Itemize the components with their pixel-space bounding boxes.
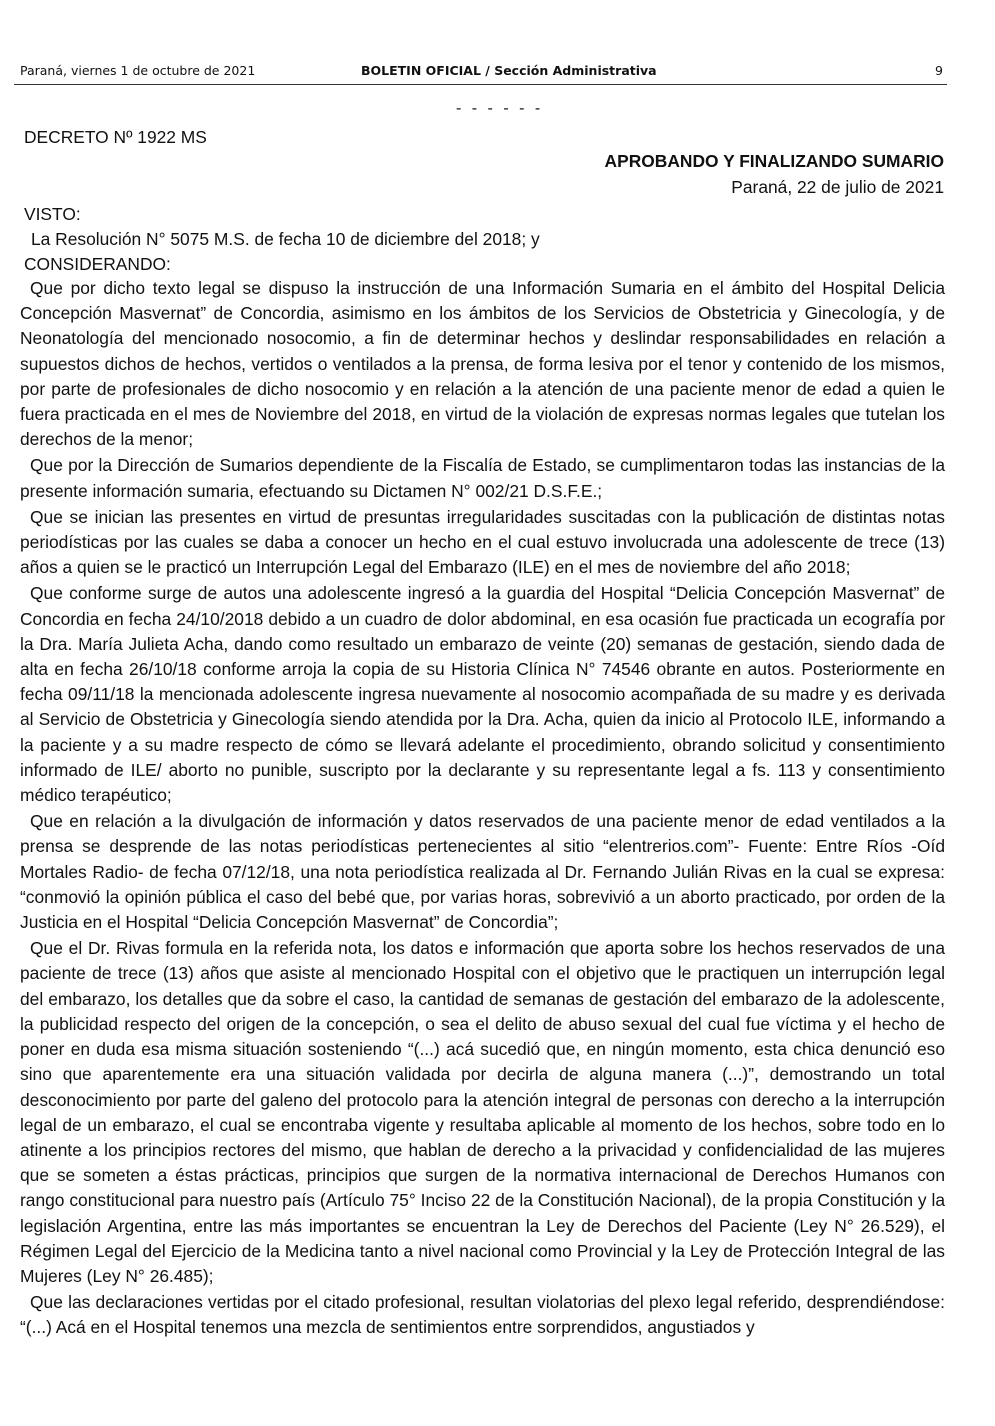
decree-date: Paraná, 22 de julio de 2021 bbox=[731, 177, 944, 197]
paragraph: Que por la Dirección de Sumarios dependiente de la Fiscalía de Estado, se cumplimentaron todas las instancias de la presente información sumaria, efectuando su Dictamen N° 002/21 D.S.F.E.; bbox=[20, 455, 945, 501]
visto-text: La Resolución N° 5075 M.S. de fecha 10 de diciembre del 2018; y bbox=[31, 229, 540, 249]
paragraph: Que las declaraciones vertidas por el citado profesional, resultan violatorias del plexo legal referido, desprendiéndose: “(...) Acá en el Hospital tenemos una mezcla de sentimientos entre sorprendidos, angustiados y bbox=[20, 1292, 945, 1338]
paragraph: Que el Dr. Rivas formula en la referida nota, los datos e información que aporta sobre los hechos reservados de una paciente de trece (13) años que asiste al mencionado Hospital con el objetivo que le practiquen un interrupción legal del embarazo, los detalles que da sobre el caso, la cantidad de semanas de gestación del embarazo de la adolescente, la publicidad respecto del origen de la concepción, o sea el delito de abuso sexual del cual fue víctima y el hecho de poner en duda esa misma situación sosteniendo “(...) acá sucedió que, en ningún momento, esta chica denunció eso sino que aparentemente era una situación validada por decirla de alguna manera (...)”, demostrando un total desconocimiento por parte del galeno del protocolo para la atención integral de personas con derecho a la interrupción legal de un embarazo, el cual se encontraba vigente y resultaba aplicable al momento de los hechos, sobre todo en lo atinente a los principios rectores del mismo, que hablan de derecho a la privacidad y confidencialidad de las mujeres que se someten a éstas prácticas, principios que surgen de la normativa internacional de Derechos Humanos con rango constitucional para nuestro país (Artículo 75° Inciso 22 de la Constitución Nacional), de la propia Constitución y la legislación Argentina, entre las más importantes se encuentran la Ley de Derechos del Paciente (Ley N° 26.529), el Régimen Legal del Ejercicio de la Medicina tanto a nivel nacional como Provincial y la Ley de Protección Integral de las Mujeres (Ley N° 26.485); bbox=[20, 938, 945, 1286]
considerando-heading: CONSIDERANDO: bbox=[24, 254, 171, 274]
considerando-body bbox=[20, 276, 945, 1342]
section-separator: - - - - - - bbox=[456, 100, 544, 117]
paragraph: Que se inician las presentes en virtud de presuntas irregularidades suscitadas con la publicación de distintas notas periodísticas por las cuales se daba a conocer un hecho en el cual estuvo involucrada una adolescente de trece (13) años a quien se le practicó un Interrupción Legal del Embarazo (ILE) en el mes de noviembre del año 2018; bbox=[20, 506, 945, 578]
page-header bbox=[14, 62, 947, 85]
header-date: Paraná, viernes 1 de octubre de 2021 bbox=[20, 63, 256, 78]
paragraph: Que conforme surge de autos una adolescente ingresó a la guardia del Hospital “Delicia Concepción Masvernat” de Concordia en fecha 24/10/2018 debido a un cuadro de dolor abdominal, en esa ocasión fue practicada un ecografía por la Dra. María Julieta Acha, dando como resultado un embarazo de veinte (20) semanas de gestación, siendo dada de alta en fecha 26/10/18 conforme arroja la copia de su Historia Clínica N° 74546 obrante en autos. Posteriormente en fecha 09/11/18 la mencionada adolescente ingresa nuevamente al nosocomio acompañada de su madre y es derivada al Servicio de Obstetricia y Ginecología siendo atendida por la Dra. Acha, quien da inicio al Protocolo ILE, informando a la paciente y a su madre respecto de cómo se llevará adelante el procedimiento, obrando solicitud y consentimiento informado de ILE/ aborto no punible, suscripto por la declarante y su representante legal a fs. 113 y consentimiento médico terapéutico; bbox=[20, 583, 945, 806]
visto-heading: VISTO: bbox=[24, 204, 81, 224]
decree-subject: APROBANDO Y FINALIZANDO SUMARIO bbox=[604, 151, 944, 171]
paragraph: Que por dicho texto legal se dispuso la instrucción de una Información Sumaria en el ámbito del Hospital Delicia Concepción Masvernat” de Concordia, asimismo en los ámbitos de los Servicios de Obstetricia y Ginecología, y de Neonatología del mencionado nosocomio, a fin de determinar hechos y deslindar responsabilidades en relación a supuestos dichos de hechos, vertidos o ventilados a la prensa, de forma lesiva por el tenor y contenido de los mismos, por parte de profesionales de dicho nosocomio y en relación a la atención de una paciente menor de edad a quien le fuera practicada en el mes de Noviembre del 2018, en virtud de la violación de expresas normas legales que tutelan los derechos de la menor; bbox=[20, 278, 945, 450]
decree-number: DECRETO Nº 1922 MS bbox=[24, 127, 207, 147]
header-publication-title: BOLETIN OFICIAL / Sección Administrativa bbox=[361, 63, 657, 78]
page-number: 9 bbox=[935, 63, 943, 78]
paragraph: Que en relación a la divulgación de información y datos reservados de una paciente menor de edad ventilados a la prensa se desprende de las notas periodísticas pertenecientes al sitio “elentrerios.com”- Fuente: Entre Ríos -Oíd Mortales Radio- de fecha 07/12/18, una nota periodística realizada al Dr. Fernando Julián Rivas en la cual se expresa: “conmovió la opinión pública el caso del bebé que, por varias horas, sobrevivió a un aborto practicado, por orden de la Justicia en el Hospital “Delicia Concepción Masvernat” de Concordia”; bbox=[20, 811, 945, 933]
